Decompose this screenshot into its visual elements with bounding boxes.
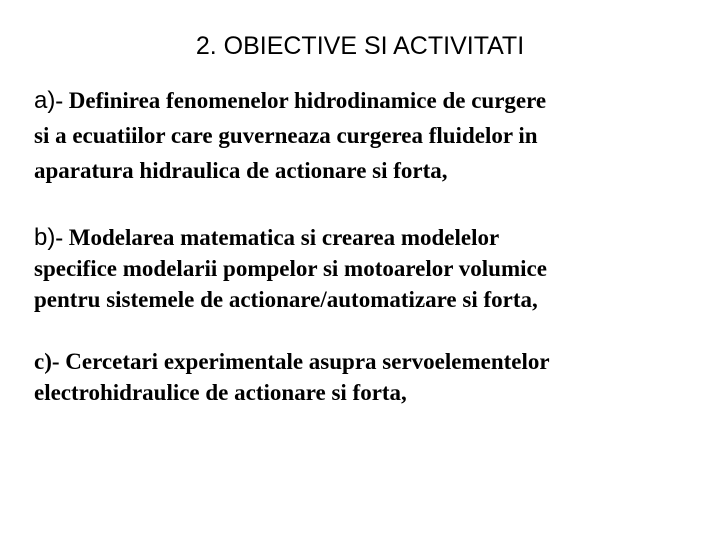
objective-c	[34, 346, 704, 408]
objective-b-line-1	[34, 222, 704, 253]
objective-b-text-1: - Modelarea matematica si crearea modelelor	[55, 225, 500, 250]
objective-c-text-1: - Cercetari experimentale asupra servoelementelor	[51, 349, 550, 374]
objective-c-marker: c)	[34, 349, 52, 374]
objective-b-line-3: pentru sistemele de actionare/automatizare si forta,	[34, 287, 538, 312]
objective-c-line-1	[34, 346, 704, 377]
objective-a-text-1: - Definirea fenomenelor hidrodinamice de curgere	[55, 88, 547, 113]
slide-title: 2. OBIECTIVE SI ACTIVITATI	[195, 32, 525, 60]
objective-c-line-2: electrohidraulice de actionare si forta,	[34, 380, 407, 405]
objective-a-line-2: si a ecuatiilor care guverneaza curgerea fluidelor in	[34, 123, 538, 148]
objective-b-marker: b)	[34, 224, 56, 251]
objective-a-line-3: aparatura hidraulica de actionare si forta,	[34, 158, 448, 183]
objective-a-line-1	[34, 83, 704, 118]
objective-b	[34, 222, 704, 315]
objective-a	[34, 83, 704, 188]
objective-a-marker: a)	[34, 87, 56, 114]
objective-b-line-2: specifice modelarii pompelor si motoarelor volumice	[34, 256, 547, 281]
